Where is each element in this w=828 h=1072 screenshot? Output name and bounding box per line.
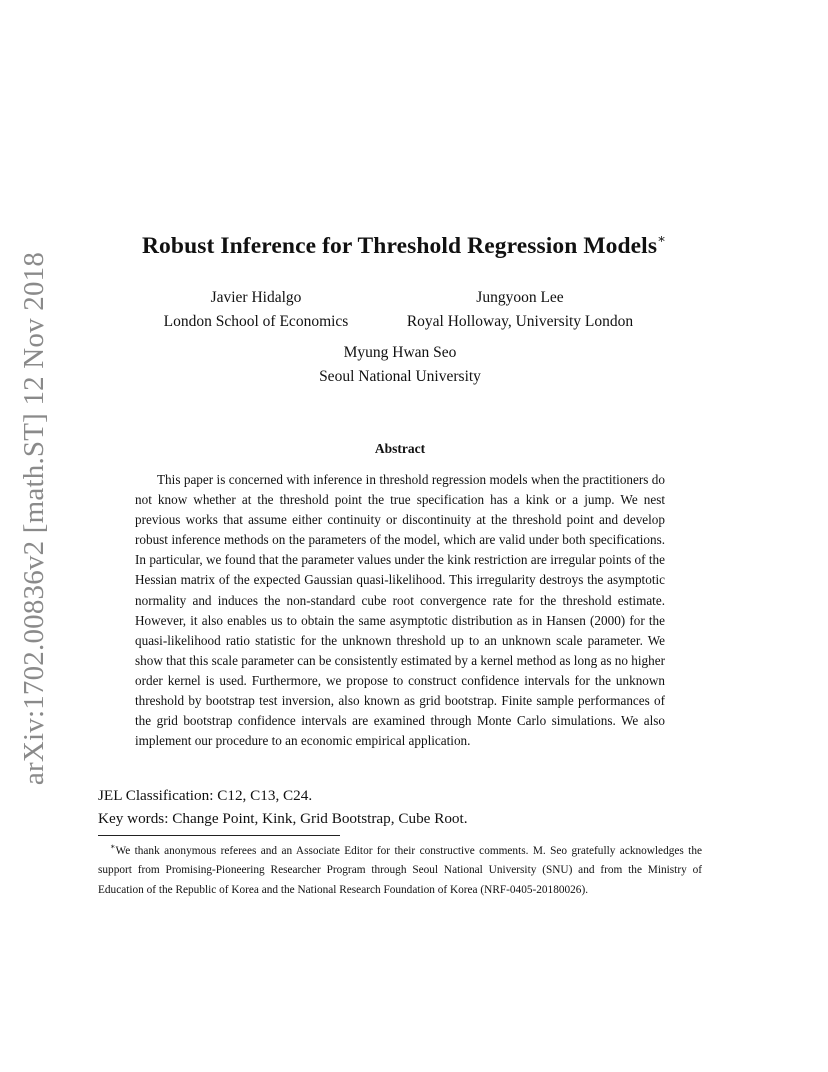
author-name: Myung Hwan Seo <box>343 344 457 361</box>
paper-title-text: Robust Inference for Threshold Regression Models <box>141 232 658 259</box>
author-name: Javier Hidalgo <box>210 289 302 306</box>
author-block <box>280 341 520 389</box>
author-block <box>140 286 372 334</box>
title-footnote-mark: ∗ <box>657 231 666 246</box>
key-words: Key words: Change Point, Kink, Grid Bootstrap, Cube Root. <box>98 810 468 827</box>
abstract-heading: Abstract <box>374 441 426 456</box>
arxiv-side-stamp <box>17 251 53 785</box>
arxiv-identifier: arXiv:1702.00836v2 [math.ST] 12 Nov 2018 <box>18 251 51 785</box>
author-affiliation: Seoul National University <box>319 368 481 385</box>
author-affiliation: London School of Economics <box>163 313 349 330</box>
author-block <box>390 286 650 334</box>
author-name: Jungyoon Lee <box>476 289 564 306</box>
author-affiliation: Royal Holloway, University London <box>406 313 634 330</box>
footnote-text: We thank anonymous referees and an Associate Editor for their constructive comments. M. Seo gratefully acknowledges the support from Promising-Pioneering Researcher Program through Seoul National University (SNU) and from the Ministry of Education of the Republic of Korea and the National Research Foundation of Korea (NRF-0405-20180026). <box>98 844 702 896</box>
footnote <box>98 837 702 900</box>
abstract-text: This paper is concerned with inference in threshold regression models when the practitioners do not know whether at the threshold point the true specification has a kink or a jump. We nest previous works that assume either continuity or discontinuity at the threshold point and develop robust inference methods on the parameters of the model, which are valid under both specifications. In particular, we found that the parameter values under the kink restriction are irregular points of the Hessian matrix of the expected Gaussian quasi-likelihood. This irregularity destroys the asymptotic normality and induces the non-standard cube root convergence rate for the threshold estimate. However, it also enables us to obtain the same asymptotic distribution as in Hansen (2000) for the quasi-likelihood ratio statistic for the unknown threshold up to an unknown scale parameter. We show that this scale parameter can be consistently estimated by a kernel method as long as no higher order kernel is used. Furthermore, we propose to construct confidence intervals for the unknown threshold by bootstrap test inversion, also known as grid bootstrap. Finite sample performances of the grid bootstrap confidence intervals are examined through Monte Carlo simulations. We also implement our procedure to an economic empirical application. <box>135 472 665 749</box>
footnote-rule <box>98 835 340 836</box>
jel-classification: JEL Classification: C12, C13, C24. <box>98 787 313 804</box>
footnote-mark: ∗ <box>110 842 116 851</box>
paper-title <box>0 232 808 260</box>
